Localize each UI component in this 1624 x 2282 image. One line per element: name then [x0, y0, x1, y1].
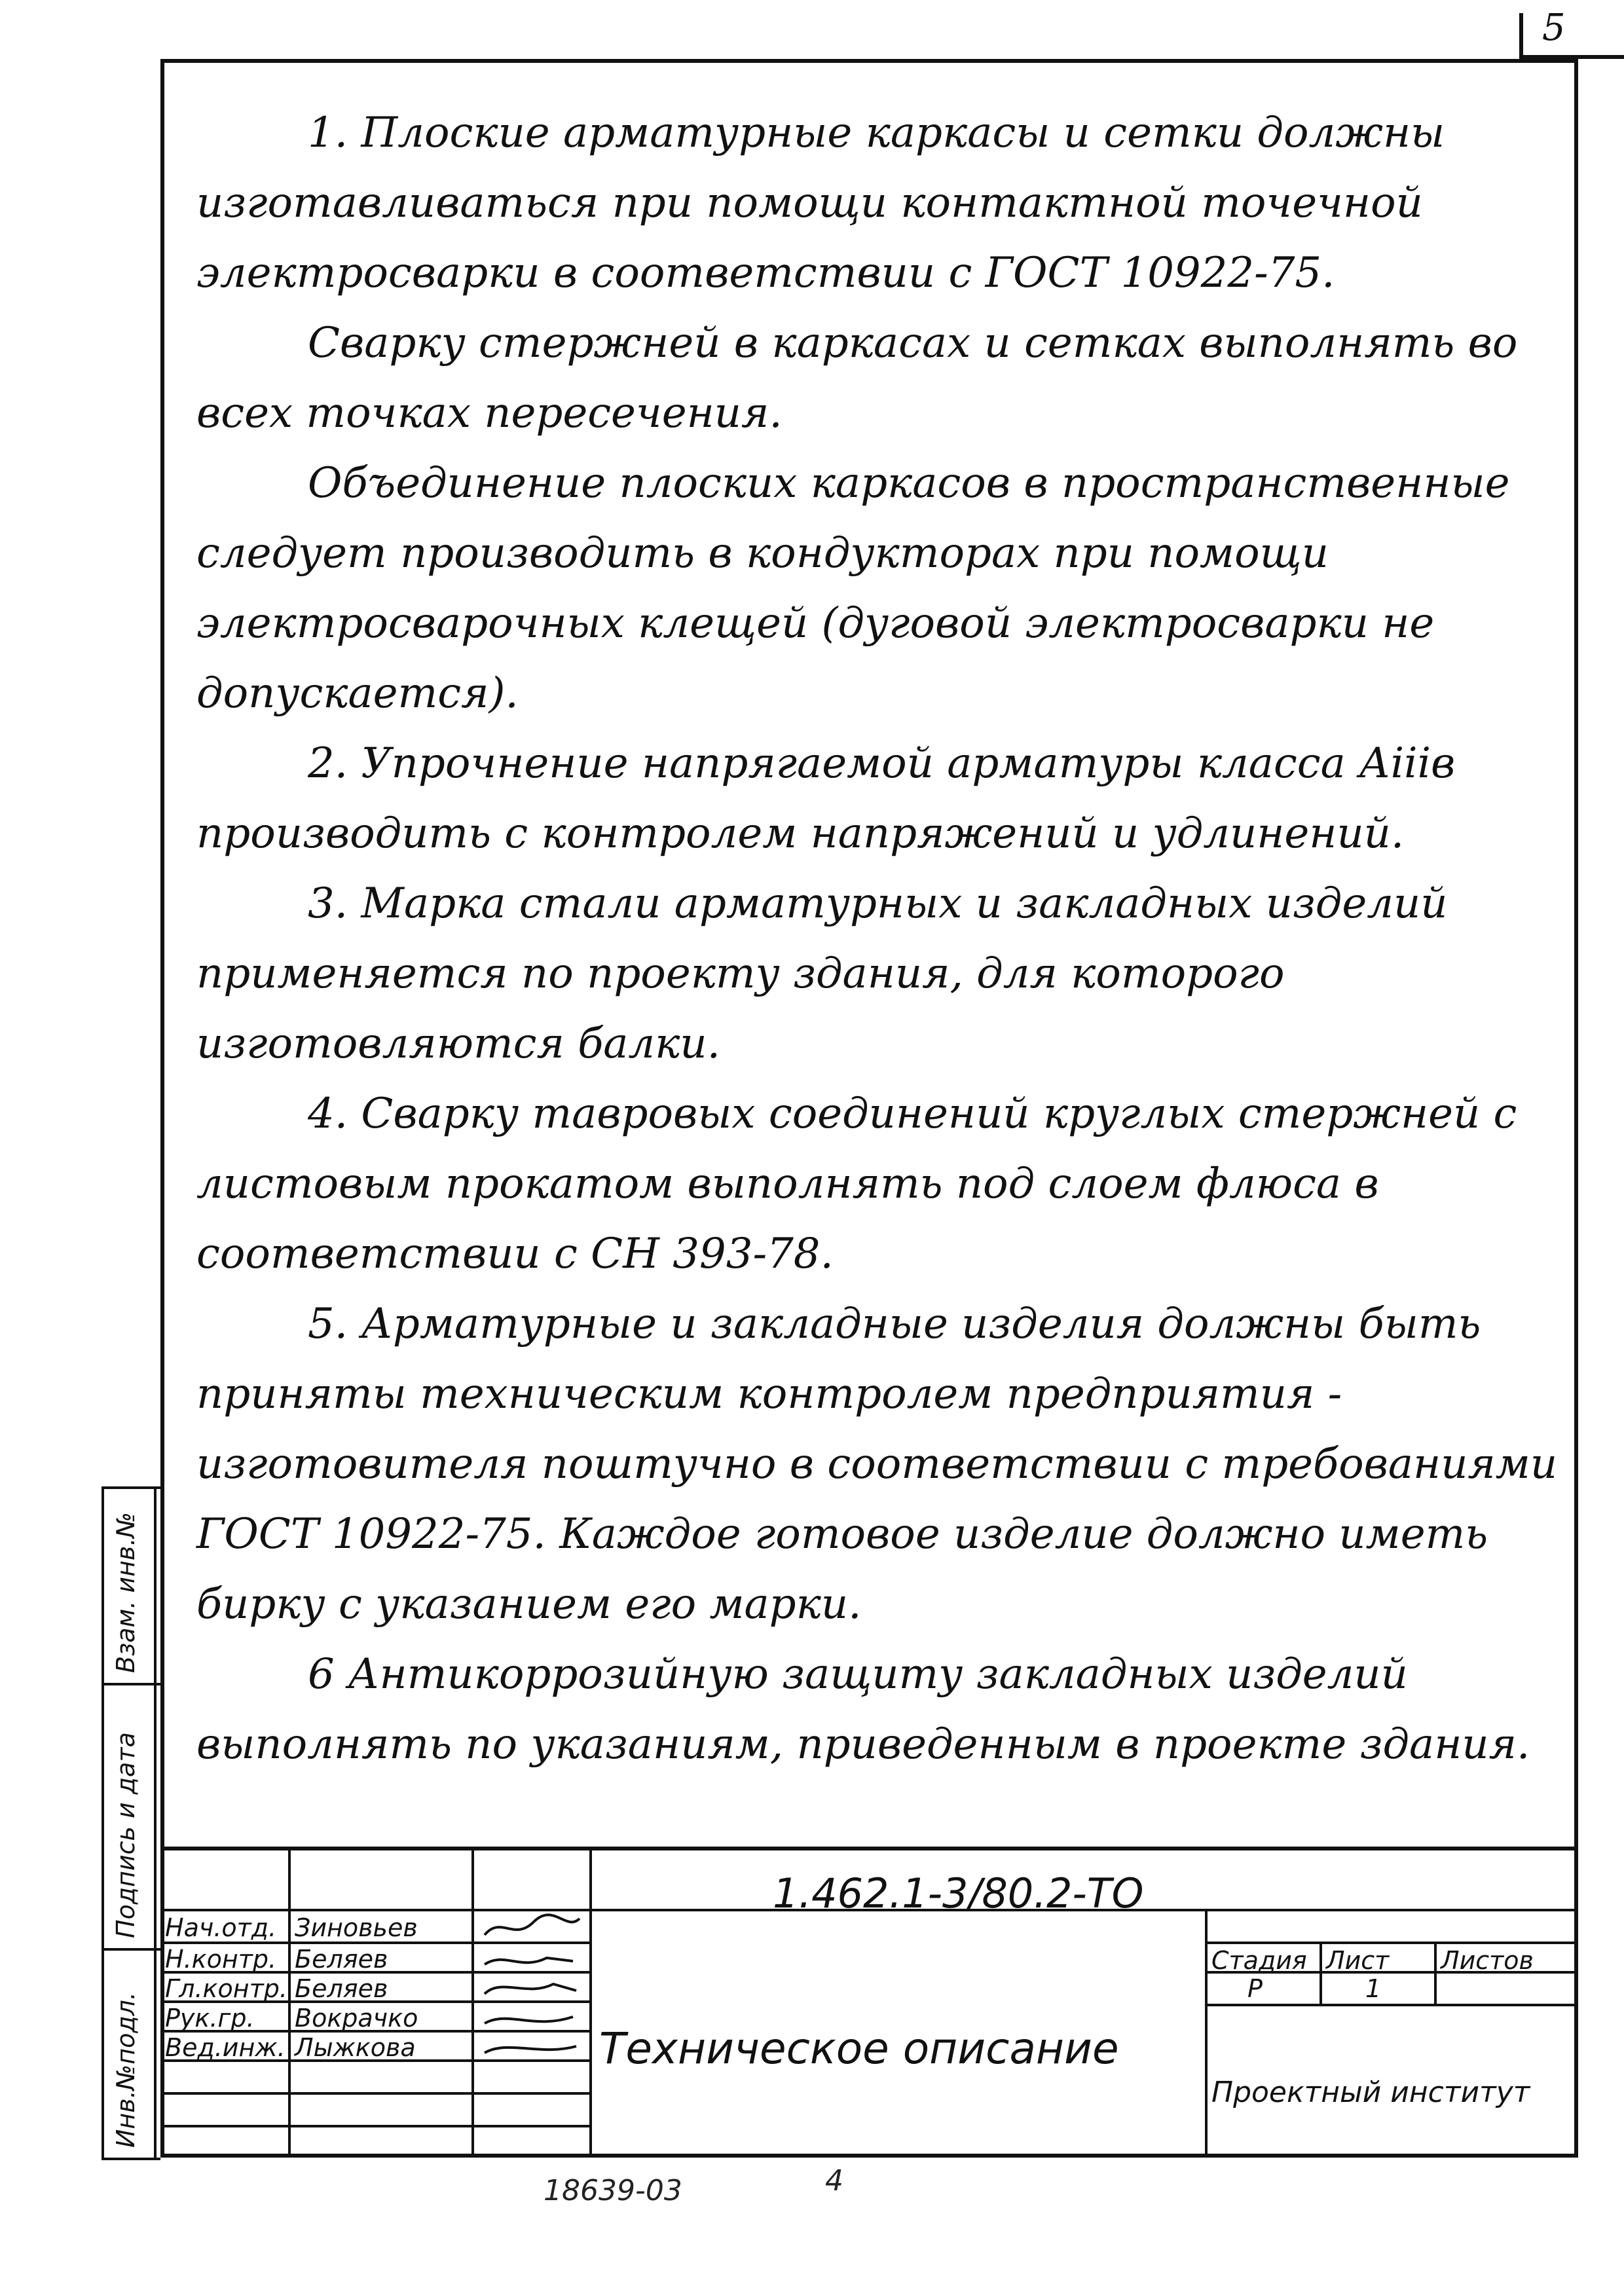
stamp-name: Беляев	[295, 1945, 388, 1974]
paragraph-1: 1. Плоские арматурные каркасы и сетки должны изготавливаться при помощи контактной точечной электросварки в соответствии с ГОСТ 10922-75.	[196, 109, 1445, 297]
margin-line	[101, 1948, 160, 1951]
corner-stamp-box	[1519, 13, 1624, 59]
paragraph-3: 3. Марка стали арматурных и закладных изделий применяется по проекту здания, для которого изготовляются балки.	[196, 879, 1448, 1068]
order-number: 18639-03	[544, 2174, 682, 2207]
paragraph-4: 4. Сварку тавровых соединений круглых стержней с листовым прокатом выполнять под слоем флюса в соответствии с СН 393-78.	[196, 1090, 1517, 1278]
stamp-line	[1205, 1942, 1578, 1944]
side-label-inv-podl: Инв.№подл.	[111, 1991, 140, 2148]
stamp-line	[288, 1847, 291, 2158]
stamp-line	[1205, 1909, 1208, 2158]
document-title: Техническое описание	[599, 2023, 1119, 2074]
stamp-role: Вед.инж.	[165, 2033, 286, 2062]
stamp-name: Лыжкова	[295, 2033, 416, 2062]
document-code: 1.462.1-3/80.2-ТО	[773, 1869, 1144, 1917]
stamp-role: Гл.контр.	[165, 1974, 287, 2003]
stamp-line	[160, 2125, 589, 2127]
page-number: 4	[825, 2164, 843, 2198]
margin-line	[154, 1486, 157, 2158]
stamp-line	[1434, 1942, 1437, 2004]
stamp-line	[589, 1847, 592, 2158]
organization: Проектный институт	[1211, 2076, 1530, 2109]
stamp-role: Нач.отд.	[165, 1913, 277, 1942]
stamp-line	[1205, 2004, 1578, 2006]
stamp-line	[471, 1847, 474, 2158]
corner-mark: 5	[1542, 7, 1566, 49]
stamp-line	[160, 2092, 589, 2095]
stage-value: Р	[1247, 1974, 1263, 2003]
side-label-vzam-inv: Взам. инв.№	[111, 1512, 140, 1673]
sheets-label: Листов	[1441, 1946, 1534, 1975]
margin-line	[101, 1486, 160, 1489]
stage-label: Стадия	[1211, 1946, 1307, 1975]
stamp-name: Зиновьев	[295, 1913, 418, 1942]
sheet-label: Лист	[1326, 1946, 1390, 1975]
technical-notes	[196, 98, 1559, 1780]
paragraph-6: 6 Антикоррозийную защиту закладных изделий выполнять по указаниям, приведенным в проекте здания.	[196, 1650, 1530, 1769]
stamp-role: Н.контр.	[165, 1945, 277, 1974]
stamp-name: Беляев	[295, 1974, 388, 2003]
paragraph-1b: Сварку стержней в каркасах и сетках выполнять во всех точках пересечения.	[196, 319, 1518, 437]
sheet-value: 1	[1365, 1974, 1382, 2003]
margin-line	[101, 2158, 160, 2160]
margin-line	[101, 1683, 160, 1685]
side-label-podpis-data: Подпись и дата	[111, 1732, 140, 1938]
paragraph-5: 5. Арматурные и закладные изделия должны быть приняты техническим контролем предприятия - изготовителя поштучно в соответствии с требованиями ГОСТ 10922-75. Каждое готовое изделие должно иметь бирку с указанием его марки.	[196, 1300, 1558, 1629]
stamp-name: Вокрачко	[295, 2004, 418, 2033]
margin-line	[101, 1486, 104, 2158]
paragraph-1c: Объединение плоских каркасов в пространственные следует производить в кондукторах при помощи электросварочных клещей (дуговой электросварки не допускается).	[196, 459, 1510, 718]
stamp-line	[1320, 1942, 1322, 2004]
stamp-role: Рук.гр.	[165, 2004, 255, 2033]
paragraph-2: 2. Упрочнение напрягаемой арматуры класса Аⅲв производить с контролем напряжений и удлинений.	[196, 739, 1456, 858]
signatures	[475, 1912, 586, 2063]
